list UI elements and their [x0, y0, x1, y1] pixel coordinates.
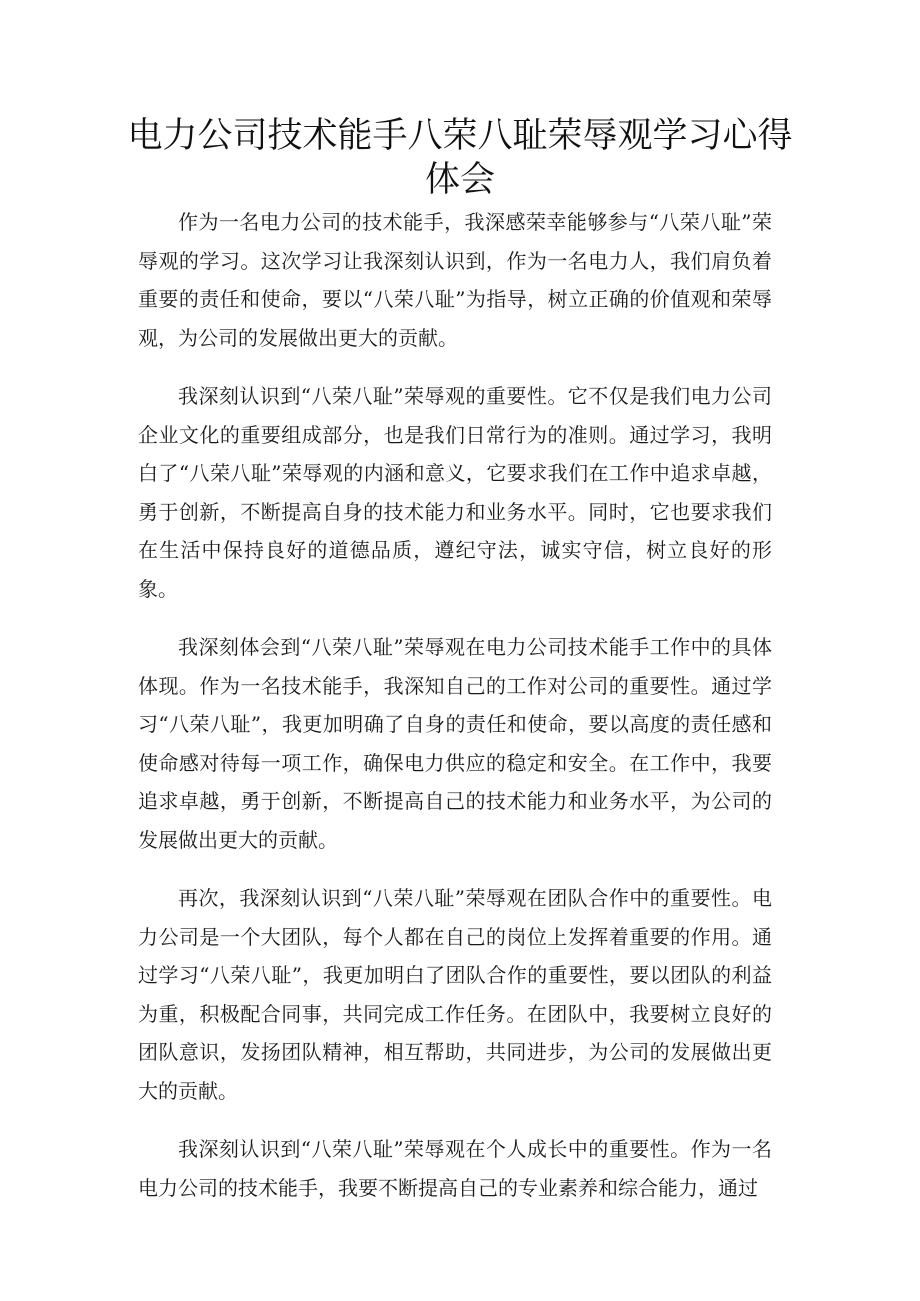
paragraph-5: 我深刻认识到“八荣八耻”荣辱观在个人成长中的重要性。作为一名电力公司的技术能手，我要不断提高自己的专业素养和综合能力，通过 — [138, 1137, 772, 1200]
paragraph-2: 我深刻认识到“八荣八耻”荣辱观的重要性。它不仅是我们电力公司企业文化的重要组成部分，也是我们日常行为的准则。通过学习，我明白了“八荣八耻”荣辱观的内涵和意义，它要求我们在工作中追求卓越，勇于创新，不断提高自身的技术能力和业务水平。同时，它也要求我们在生活中保持良好的道德品质，遵纪守法，诚实守信，树立良好的形象。 — [138, 384, 772, 601]
title-line-2: 体会 — [424, 160, 495, 200]
document-body — [138, 203, 772, 1227]
paragraph-1: 作为一名电力公司的技术能手，我深感荣幸能够参与“八荣八耻”荣辱观的学习。这次学习让我深刻认识到，作为一名电力人，我们肩负着重要的责任和使命，要以“八荣八耻”为指导，树立正确的价值观和荣辱观，为公司的发展做出更大的贡献。 — [138, 210, 772, 350]
paragraph-3: 我深刻体会到“八荣八耻”荣辱观在电力公司技术能手工作中的具体体现。作为一名技术能手，我深知自己的工作对公司的重要性。通过学习“八荣八耻”，我更加明确了自身的责任和使命，要以高度的责任感和使命感对待每一项工作，确保电力供应的稳定和安全。在工作中，我要追求卓越，勇于创新，不断提高自己的技术能力和业务水平，为公司的发展做出更大的贡献。 — [138, 635, 772, 852]
paragraph-4: 再次，我深刻认识到“八荣八耻”荣辱观在团队合作中的重要性。电力公司是一个大团队，每个人都在自己的岗位上发挥着重要的作用。通过学习“八荣八耻”，我更加明白了团队合作的重要性，要以团队的利益为重，积极配合同事，共同完成工作任务。在团队中，我要树立良好的团队意识，发扬团队精神，相互帮助，共同进步，为公司的发展做出更大的贡献。 — [138, 886, 772, 1103]
title-line-1: 电力公司技术能手八荣八耻荣辱观学习心得 — [127, 116, 793, 156]
document-title — [100, 114, 820, 202]
